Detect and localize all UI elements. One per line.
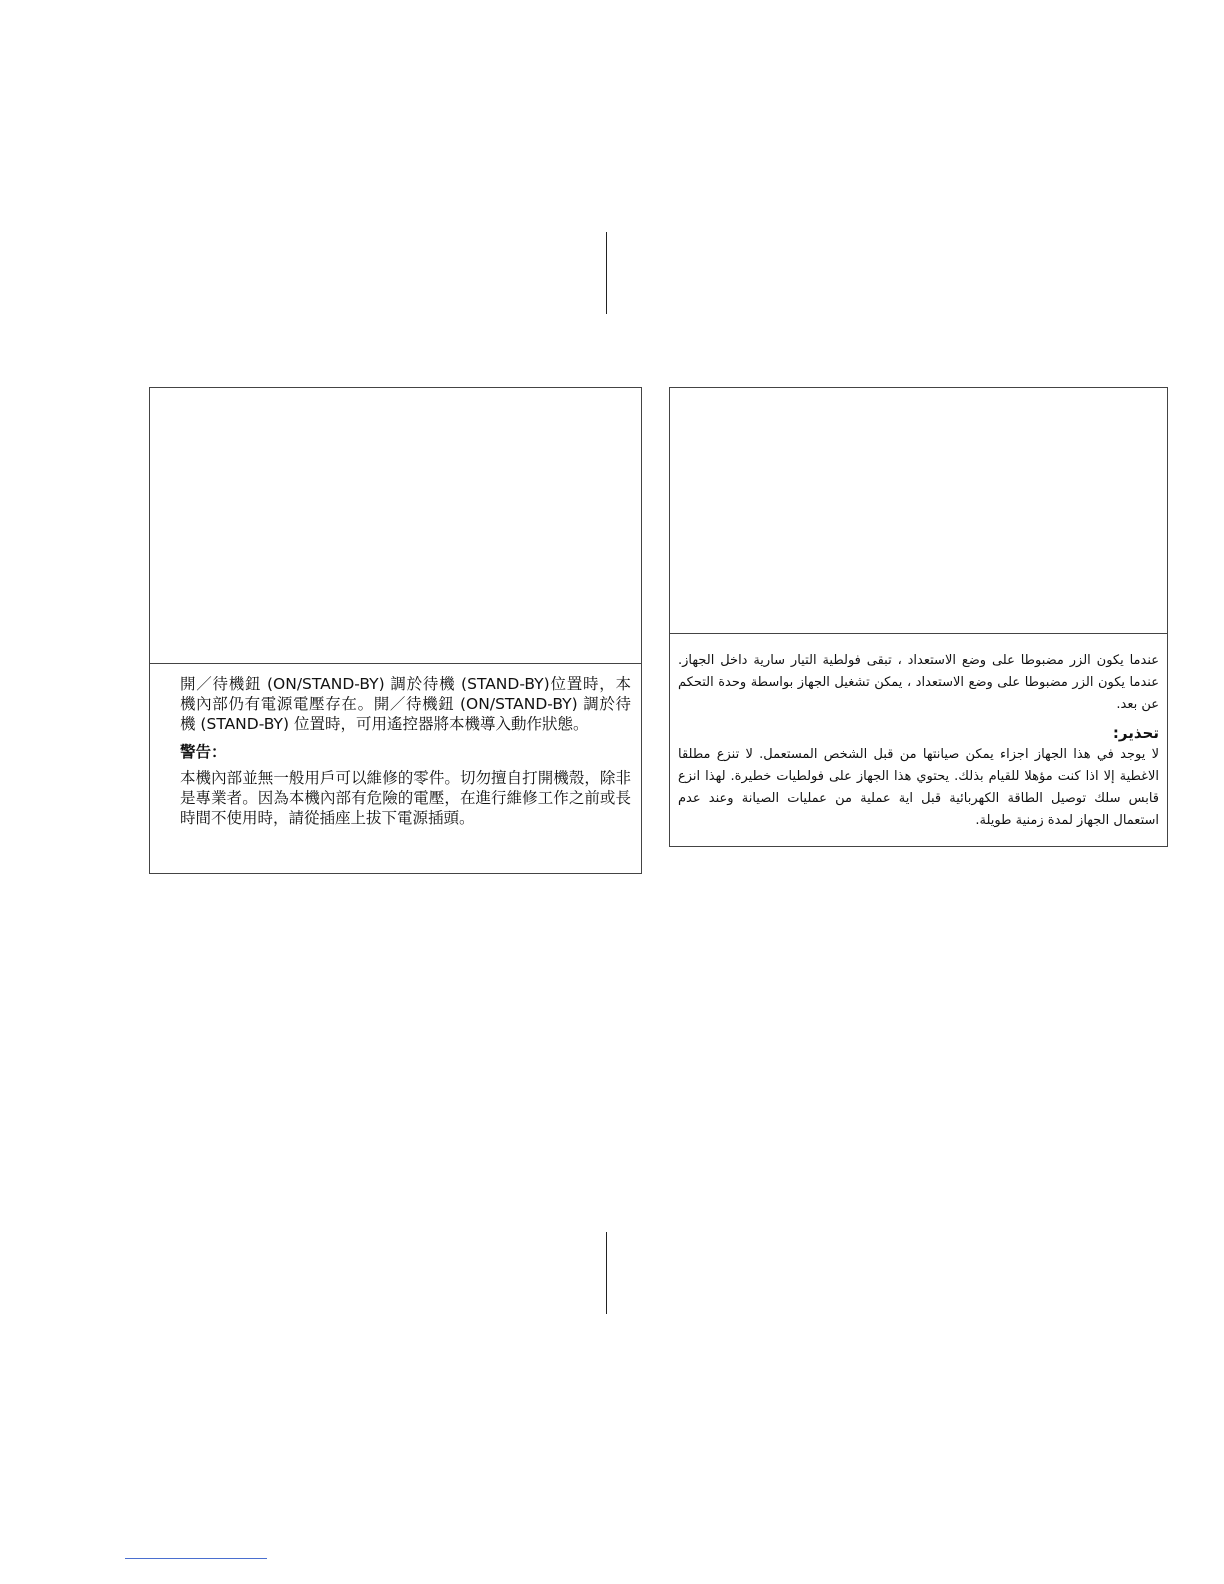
arabic-warning-heading: تحذير: [1112,724,1159,742]
arabic-notice-content [678,650,1159,832]
arabic-standby-paragraph: عندما يكون الزر مضبوطا على وضع الاستعداد ، تبقى فولطية التيار سارية داخل الجهاز. عندما يكون الزر مضبوطا على وضع الاستعداد ، يمكن تشغيل الجهاز بواسطة وحدة التحكم عن بعد. [678,653,1159,712]
footer-rule [125,1558,267,1559]
top-center-rule [606,232,607,314]
bottom-center-rule [606,1232,607,1314]
chinese-warning-text: 本機內部並無一般用戶可以維修的零件。切勿擅自打開機殼，除非是專業者。因為本機內部有危險的電壓，在進行維修工作之前或長時間不使用時，請從插座上拔下電源插頭。 [180,769,631,827]
chinese-notice-content [180,674,631,828]
chinese-standby-paragraph: 開／待機鈕 (ON/STAND-BY) 調於待機 (STAND-BY)位置時，本機內部仍有電源電壓存在。開／待機鈕 (ON/STAND-BY) 調於待機 (STAND-BY) 位置時，可用遙控器將本機導入動作狀態。 [180,675,631,733]
chinese-box-divider [150,663,641,664]
chinese-notice-box [149,387,642,874]
chinese-warning-heading: 警告： [180,743,227,761]
arabic-box-divider [670,633,1167,634]
arabic-warning-text: لا يوجد في هذا الجهاز اجزاء يمكن صيانتها من قبل الشخص المستعمل. لا تنزع مطلقا الاغطية إلا اذا كنت مؤهلا للقيام بذلك. يحتوي هذا الجهاز على فولطيات خطيرة. لهذا انزع قابس سلك توصيل الطاقة الكهربائية قبل اية عملية من عمليات الصيانة وعند عدم استعمال الجهاز لمدة زمنية طويلة. [678,747,1159,828]
arabic-notice-box [669,387,1168,847]
